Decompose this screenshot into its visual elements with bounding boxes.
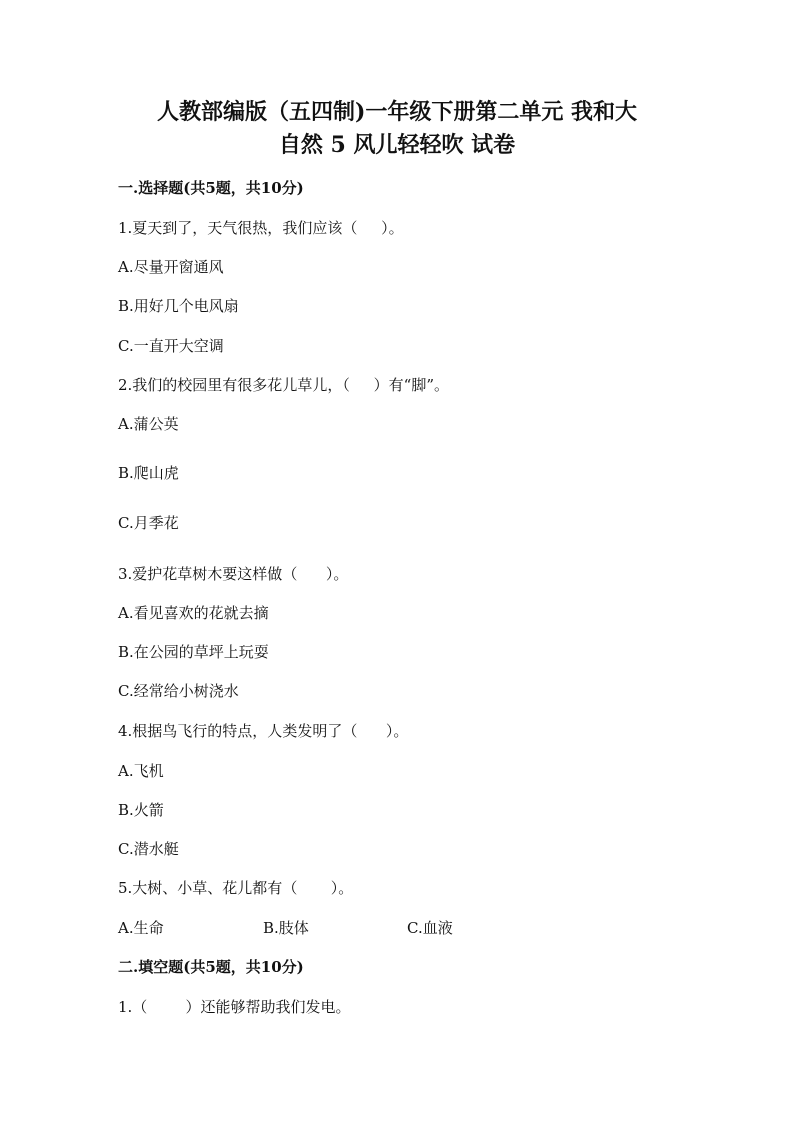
- page-title-line-2: 自然 5 风儿轻轻吹 试卷: [278, 132, 516, 158]
- question-5-stem: 5.大树、小草、花儿都有（ ）。: [118, 879, 354, 897]
- question-5-option-c: C.血液: [407, 919, 453, 937]
- question-5-option-b: B.肢体: [263, 919, 309, 937]
- section-heading-choice: 一.选择题(共5题，共10分): [118, 179, 304, 197]
- question-2-option-a: A.蒲公英: [118, 415, 179, 433]
- question-4-option-c: C.潜水艇: [118, 840, 179, 858]
- section-heading-fill-blank: 二.填空题(共5题，共10分): [118, 958, 304, 976]
- question-3-option-b: B.在公园的草坪上玩耍: [118, 643, 269, 661]
- question-5-option-a: A.生命: [118, 919, 164, 937]
- question-2-option-c: C.月季花: [118, 514, 179, 532]
- question-4-stem: 4.根据鸟飞行的特点，人类发明了（ ）。: [118, 722, 409, 740]
- question-1-option-a: A.尽量开窗通风: [118, 258, 224, 276]
- question-3-option-a: A.看见喜欢的花就去摘: [118, 604, 269, 622]
- question-2-option-b: B.爬山虎: [118, 464, 179, 482]
- question-3-stem: 3.爱护花草树木要这样做（ ）。: [118, 565, 349, 583]
- question-1-option-c: C.一直开大空调: [118, 337, 224, 355]
- fill-question-1-stem: 1.（ ）还能够帮助我们发电。: [118, 998, 351, 1016]
- question-3-option-c: C.经常给小树浇水: [118, 682, 239, 700]
- question-4-option-a: A.飞机: [118, 762, 164, 780]
- question-2-stem: 2.我们的校园里有很多花儿草儿，（ ）有“脚”。: [118, 376, 449, 394]
- question-1-stem: 1.夏天到了，天气很热，我们应该（ ）。: [118, 219, 404, 237]
- question-4-option-b: B.火箭: [118, 801, 164, 819]
- page-title-line-1: 人教部编版（五四制)一年级下册第二单元 我和大: [156, 99, 638, 125]
- question-1-option-b: B.用好几个电风扇: [118, 297, 239, 315]
